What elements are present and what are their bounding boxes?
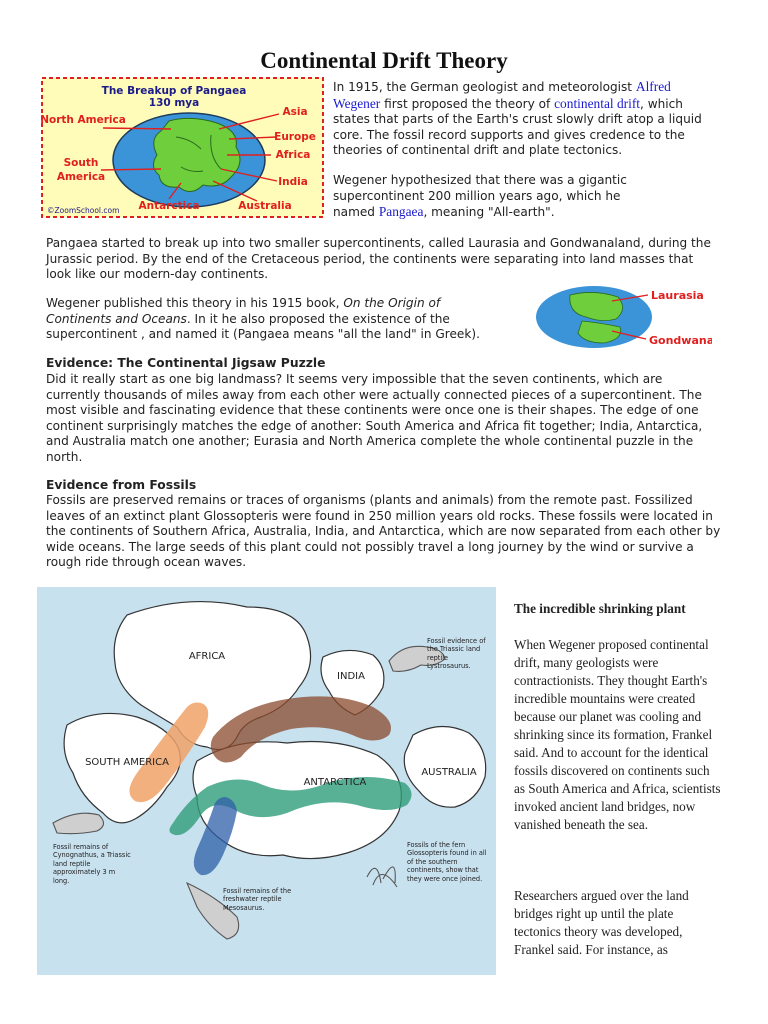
caption-cynognathus: Fossil remains of Cynognathus, a Triassic land reptile approximately 3 m long. — [53, 843, 131, 885]
intro-paragraph: In 1915, the German geologist and meteorologist Alfred Wegener first proposed the theory of continental drift, which states that parts of the Earth's crust slowly drift atop a liquid core. The fossil record supports and gives credence to the theories of continental drift and plate tectonics. — [333, 79, 702, 158]
book-paragraph: Wegener published this theory in his 1915 book, On the Origin of Continents and Oceans. In it he also proposed the existence of the supercontinent , and named it (Pangaea means "all the land" in Greek). — [46, 296, 480, 342]
laurasia-gondwana-figure — [532, 283, 712, 349]
fossils-paragraph: Fossils are preserved remains or traces of organisms (plants and animals) from the remote past. Fossilized leaves of an extinct plant Glossopteris were found in 250 million years old rocks. These fossils were located in the continents of Southern Africa, Australia, India, and Antarctica, which are now separated from each other by wide oceans. The large seeds of this plant could not possibly travel a long journey by the wind or survive a rough ride through ocean waves. — [46, 493, 721, 570]
caption-glossopteris: Fossils of the fern Glossopteris found in all of the southern continents, show that they were once joined. — [407, 841, 487, 883]
label-asia: Asia — [282, 106, 308, 118]
label-south-america: South America — [56, 157, 106, 183]
sidebar-heading: The incredible shrinking plant — [514, 601, 686, 616]
breakup-paragraph: Pangaea started to break up into two smaller supercontinents, called Laurasia and Gondwanaland, during the Jurassic period. By the end of the Cretaceous period, the continents were separating into land masses that look like our modern-day continents. — [46, 236, 711, 282]
pangaea-link[interactable]: Pangaea — [378, 204, 424, 220]
map-label-africa: AFRICA — [188, 651, 226, 662]
caption-lystrosaurus: Fossil evidence of the Triassic land reptile Lystrosaurus. — [427, 637, 486, 671]
fossil-distribution-map — [37, 587, 496, 975]
hypothesis-paragraph: Wegener hypothesized that there was a gigantic supercontinent 200 million years ago, which he named Pangaea, meaning "All-earth". — [333, 173, 627, 220]
label-laurasia: Laurasia — [651, 289, 704, 302]
label-australia: Australia — [238, 200, 292, 212]
sidebar-paragraph-2: Researchers argued over the land bridges right up until the plate tectonics theory was developed, Frankel said. For instance, as — [514, 888, 689, 957]
jigsaw-heading: Evidence: The Continental Jigsaw Puzzle — [46, 356, 326, 370]
map-label-antarctica: ANTARCTICA — [303, 777, 367, 788]
page-title: Continental Drift Theory — [260, 48, 508, 73]
label-africa: Africa — [275, 149, 311, 161]
map-label-australia: AUSTRALIA — [421, 767, 477, 778]
map-label-south-america: SOUTH AMERICA — [85, 757, 169, 768]
label-gondwana: Gondwana — [649, 334, 712, 347]
label-europe: Europe — [274, 131, 316, 143]
fossils-heading: Evidence from Fossils — [46, 478, 197, 492]
figure1-subheading: 130 mya — [148, 97, 200, 109]
figure1-credit: ©ZoomSchool.com — [47, 206, 120, 215]
continental-drift-link[interactable]: continental drift — [554, 95, 641, 111]
figure1-heading: The Breakup of Pangaea — [101, 85, 247, 97]
sidebar-paragraph-1: When Wegener proposed continental drift, many geologists were contractionists. They thought Earth's incredible mountains were created because our planet was cooling and shrinking since its formation, Frankel said. And to account for the identical fossils discovered on continents such as South America and Africa, scientists invoked ancient land bridges, now vanished beneath the sea. — [514, 637, 721, 832]
label-north: North America — [41, 114, 126, 126]
caption-mesosaurus: Fossil remains of the freshwater reptile Mesosaurus. — [223, 887, 292, 912]
alfred-wegener-link[interactable]: Alfred Wegener — [333, 79, 671, 111]
map-label-india: INDIA — [337, 671, 365, 682]
label-india: India — [278, 176, 308, 188]
jigsaw-paragraph: Did it really start as one big landmass? It seems very impossible that the seven continents, which are currently thousands of miles away from each other were actually connected pieces of a supercontinent. The most visible and fascinating evidence that these continents were once one is their shapes. The edge of one continent surprisingly matches the edge of another: South America and Africa fit together; India, Antarctica, and Australia match one another; Eurasia and North America complete the whole continental puzzle in the north. — [46, 372, 703, 464]
pangaea-breakup-figure — [41, 77, 324, 218]
label-antarctica: Antarctica — [138, 200, 200, 212]
